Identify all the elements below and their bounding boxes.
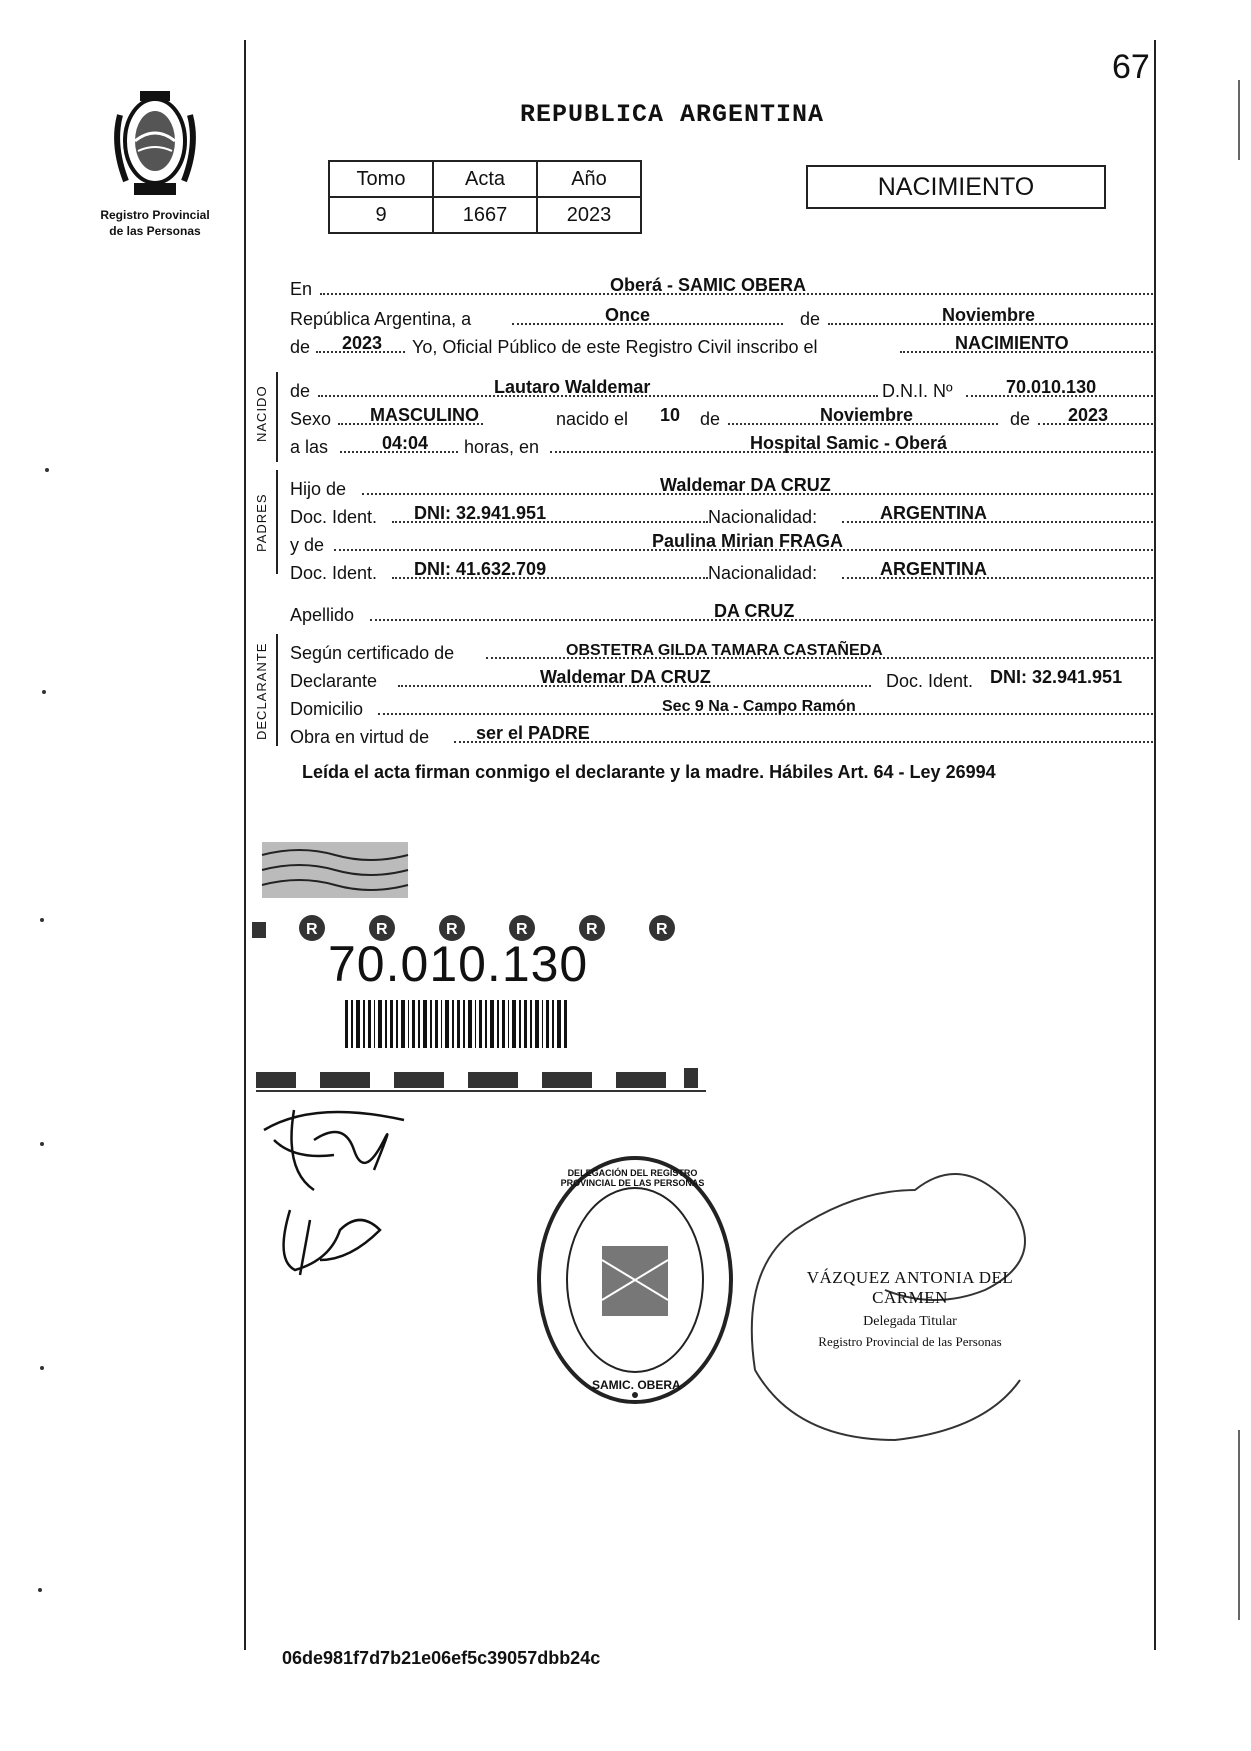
section-label-declarante: DECLARANTE <box>254 642 269 740</box>
declarante-label: Declarante <box>290 671 378 691</box>
row-year <box>290 330 1153 358</box>
day-value: Once <box>605 305 651 325</box>
father-doc-label: Doc. Ident. <box>290 507 378 527</box>
declarante-section-rule <box>276 634 278 746</box>
declarante-value: Waldemar DA CRUZ <box>540 667 711 687</box>
province-logo <box>90 85 220 238</box>
domicilio-value: Sec 9 Na - Campo Ramón <box>662 698 856 715</box>
right-margin-line <box>1154 40 1156 1650</box>
declarante-doc-label: Doc. Ident. <box>886 671 974 691</box>
year-value: 2023 <box>342 333 383 353</box>
cert-label: Según certificado de <box>290 643 455 663</box>
mother-doc-label: Doc. Ident. <box>290 563 378 583</box>
dni-label: D.N.I. Nº <box>882 381 953 401</box>
official-stamp-role: Delegada Titular <box>863 1314 957 1329</box>
official-stamp <box>770 1268 1050 1350</box>
svg-text:R: R <box>446 921 458 938</box>
apellido-value: DA CRUZ <box>714 601 795 621</box>
nacido-label: nacido el <box>556 409 629 429</box>
security-pattern-icon <box>260 840 410 900</box>
page-number: 67 <box>1112 48 1150 86</box>
row-obra <box>290 720 1153 748</box>
apellido-label: Apellido <box>290 605 355 625</box>
registry-header-ano: Año <box>537 161 641 197</box>
dni-value: 70.010.130 <box>1006 377 1097 397</box>
scan-mark <box>42 690 46 694</box>
left-margin-line <box>244 40 246 1650</box>
father-nat-label: Nacionalidad: <box>708 507 818 527</box>
registry-value-ano: 2023 <box>537 197 641 233</box>
nacido-section-rule <box>276 372 278 462</box>
registry-value-tomo: 9 <box>329 197 433 233</box>
scan-edge-mark <box>1238 80 1240 160</box>
svg-text:R: R <box>586 921 598 938</box>
signature-declarante-icon <box>254 1100 424 1200</box>
name-de-label: de <box>290 381 311 401</box>
yde-label: y de <box>290 535 325 555</box>
place-value: Hospital Samic - Oberá <box>750 433 948 453</box>
scan-mark <box>40 1366 44 1370</box>
scan-mark <box>38 1588 42 1592</box>
birth-de2-label: de <box>1010 409 1031 429</box>
document-type-box: NACIMIENTO <box>806 165 1106 209</box>
row-sexo <box>290 402 1153 430</box>
row-mother-doc <box>290 556 1153 584</box>
page-title: REPUBLICA ARGENTINA <box>520 100 825 129</box>
en-value: Oberá - SAMIC OBERA <box>610 275 807 295</box>
registry-table <box>328 160 642 234</box>
registry-header-tomo: Tomo <box>329 161 433 197</box>
mother-doc: DNI: 41.632.709 <box>414 559 547 579</box>
hijo-label: Hijo de <box>290 479 347 499</box>
mother-nat-label: Nacionalidad: <box>708 563 818 583</box>
coat-of-arms-icon <box>110 85 200 201</box>
name-value: Lautaro Waldemar <box>494 377 651 397</box>
svg-text:R: R <box>306 921 318 938</box>
seal-center-text: SAMIC. OBERA <box>592 1378 681 1392</box>
row-mother <box>290 528 1153 556</box>
father-value: Waldemar DA CRUZ <box>660 475 831 495</box>
svg-text:R: R <box>656 921 668 938</box>
row-declarante <box>290 664 1153 692</box>
time-value: 04:04 <box>382 433 429 453</box>
registered-mark-row-bottom-icon <box>256 1064 706 1094</box>
document-hash: 06de981f7d7b21e06ef5c39057dbb24c <box>282 1648 601 1668</box>
row-domicilio <box>290 692 1153 720</box>
scan-edge-mark <box>1238 1430 1240 1620</box>
svg-text:R: R <box>516 921 528 938</box>
birth-year: 2023 <box>1068 405 1109 425</box>
year-de-label: de <box>290 337 311 357</box>
birth-month: Noviembre <box>820 405 914 425</box>
en-label: En <box>290 279 313 299</box>
svg-text:R: R <box>376 921 388 938</box>
row-en <box>290 272 1153 300</box>
official-stamp-org: Registro Provincial de las Personas <box>818 1334 1002 1349</box>
dni-large-number: 70.010.130 <box>328 936 589 992</box>
row-father <box>290 472 1153 500</box>
row-apellido <box>290 598 1153 626</box>
cert-value: OBSTETRA GILDA TAMARA CASTAÑEDA <box>566 642 883 659</box>
official-stamp-name: VÁZQUEZ ANTONIA DEL CARMEN <box>806 1268 1014 1307</box>
declarante-doc: DNI: 32.941.951 <box>990 667 1123 687</box>
row-date <box>290 302 1153 330</box>
row-certificado <box>290 636 1153 664</box>
section-label-padres: PADRES <box>254 493 269 552</box>
father-nat: ARGENTINA <box>880 503 987 523</box>
mother-value: Paulina Mirian FRAGA <box>652 531 844 551</box>
oficial-text: Yo, Oficial Público de este Registro Civil inscribo el <box>412 337 818 357</box>
row-father-doc <box>290 500 1153 528</box>
barcode-icon <box>345 1000 570 1048</box>
month-value: Noviembre <box>942 305 1036 325</box>
mother-nat: ARGENTINA <box>880 559 987 579</box>
republica-label: República Argentina, a <box>290 309 472 329</box>
scan-mark <box>45 468 49 472</box>
sexo-label: Sexo <box>290 409 332 429</box>
signature-mother-icon <box>270 1200 400 1280</box>
row-name <box>290 374 1153 402</box>
registry-value-row <box>329 197 641 233</box>
registry-header-row <box>329 161 641 197</box>
section-label-nacido: NACIDO <box>254 385 269 442</box>
domicilio-label: Domicilio <box>290 699 364 719</box>
logo-org-line1: Registro Provincial <box>100 208 210 222</box>
logo-org-line2: de las Personas <box>109 224 201 238</box>
date-de-label: de <box>800 309 821 329</box>
delegation-seal-icon <box>530 1150 740 1410</box>
birth-de1-label: de <box>700 409 721 429</box>
padres-section-rule <box>276 470 278 574</box>
obra-label: Obra en virtud de <box>290 727 430 747</box>
scan-mark <box>40 918 44 922</box>
registry-header-acta: Acta <box>433 161 537 197</box>
seal-ring-text: DELEGACIÓN DEL REGISTRO PROVINCIAL DE LAS PERSONAS <box>560 1168 705 1188</box>
inscribe-value: NACIMIENTO <box>955 333 1069 353</box>
horas-label: horas, en <box>464 437 540 457</box>
row-hora <box>290 430 1153 458</box>
obra-value: ser el PADRE <box>476 723 590 743</box>
birth-day: 10 <box>660 405 681 425</box>
closing-text: Leída el acta firman conmigo el declarante y la madre. Hábiles Art. 64 - Ley 26994 <box>302 762 996 782</box>
father-doc: DNI: 32.941.951 <box>414 503 547 523</box>
registry-value-acta: 1667 <box>433 197 537 233</box>
alas-label: a las <box>290 437 329 457</box>
scan-mark <box>40 1142 44 1146</box>
sexo-value: MASCULINO <box>370 405 479 425</box>
